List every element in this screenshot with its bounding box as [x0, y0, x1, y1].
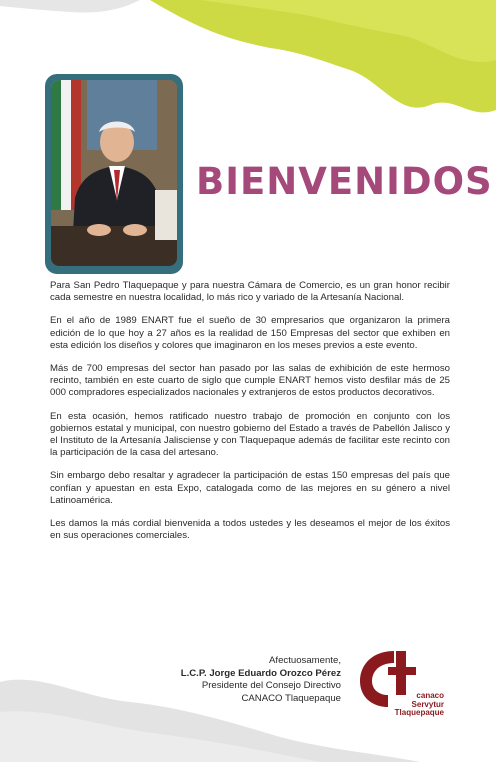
signature-org: CANACO Tlaquepaque [241, 692, 341, 704]
portrait-photo [51, 80, 177, 266]
page-title: BIENVENIDOS [196, 160, 493, 203]
paragraph-3: Más de 700 empresas del sector han pasado por las salas de exhibición de este hermoso recinto, también en este cuarto de siglo que cumple ENART hemos visto desfilar más de 25 000 compradores especializados nacionales y extranjeros de estos productos decorativos. [50, 363, 450, 399]
signature-block [181, 655, 341, 705]
signature-closing: Afectuosamente, [269, 655, 341, 666]
logo-line-2: Servytur [411, 699, 444, 709]
paragraph-5: Sin embargo debo resaltar y agradecer la participación de estas 150 empresas del país que confían y apuestan en esta Expo, catalogada como de las mejores en su género a nivel Latinoamérica. [50, 470, 450, 506]
paragraph-2: En el año de 1989 ENART fue el sueño de 30 empresarios que organizaron la primera edición de lo que hoy a 27 años es la realidad de 150 Empresas del sector que exhiben en esta edición los diseños y colores que imaginaron en los meses previos a este evento. [50, 315, 450, 351]
paragraph-1: Para San Pedro Tlaquepaque y para nuestra Cámara de Comercio, es un gran honor recibir cada semestre en nuestra localidad, lo más rico y variado de la Artesanía Nacional. [50, 280, 450, 304]
logo-line-3: Tlaquepaque [394, 708, 444, 717]
paragraph-4: En esta ocasión, hemos ratificado nuestro trabajo de promoción en conjunto con los gobiernos estatal y municipal, con nuestro gobierno del Estado a través de Pabellón Jalisco y el Instituto de la Artesanía Jalisciense y con Tlaquepaque además de facilitar este recinto con la participación de la casa del artesano. [50, 410, 450, 459]
logo-wordmark [354, 692, 444, 718]
logo-line-1: canaco [416, 691, 444, 700]
welcome-letter-body [50, 280, 450, 553]
signature-name: L.C.P. Jorge Eduardo Orozco Pérez [180, 667, 341, 679]
signature-title: Presidente del Consejo Directivo [201, 680, 341, 691]
paragraph-6: Les damos la más cordial bienvenida a todos ustedes y les deseamos el mejor de los éxitos en sus operaciones comerciales. [50, 518, 450, 542]
